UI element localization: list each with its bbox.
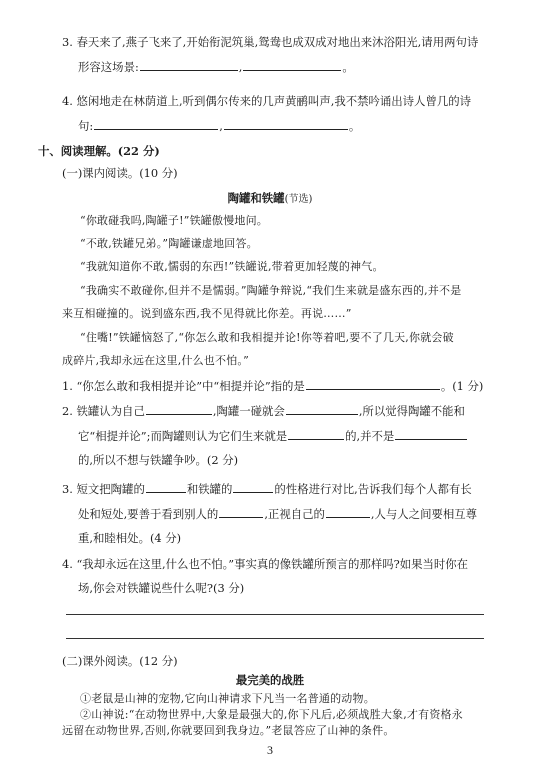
answer-blank[interactable] (219, 505, 263, 518)
title-note: (节选) (284, 194, 313, 205)
question-text: 它“相提并论”;而陶罐则认为它们生来就是 (78, 429, 288, 443)
passage-line: “我就知道你不敢,懦弱的东西!”铁罐说,带着更加轻蔑的神气。 (80, 260, 384, 273)
passage-line: “你敢碰我吗,陶罐子!”铁罐傲慢地问。 (80, 214, 268, 227)
answer-blank[interactable] (306, 377, 440, 390)
fill-question-4 (62, 93, 471, 109)
answer-blank[interactable] (146, 402, 212, 415)
passage-line: “我确实不敢碰你,但并不是懦弱。”陶罐争辩说,“我们生来就是盛东西的,并不是 (80, 284, 462, 297)
reading-question-3 (62, 480, 472, 497)
comma: , (219, 119, 223, 133)
reading-question-2-end: 的,所以不想与铁罐争吵。(2 分) (78, 453, 239, 467)
fill-question-3 (62, 34, 478, 50)
answer-blank[interactable] (326, 505, 370, 518)
question-text: ,正视自己的 (264, 507, 325, 521)
reading-question-1 (62, 377, 483, 394)
question-text: 2. 铁罐认为自己 (62, 404, 145, 418)
answer-blank[interactable] (224, 117, 348, 130)
passage-line: ②山神说:“在动物世界中,大象是最强大的,你下凡后,必须战胜大象,才有资格永 (80, 708, 463, 721)
passage-1-title (0, 190, 540, 208)
reading-question-2-cont (78, 427, 468, 444)
answer-blank[interactable] (94, 117, 218, 130)
answer-line[interactable] (66, 638, 484, 639)
passage-line: 来互相碰撞的。说到盛东西,我不见得就比你差。再说……” (62, 307, 352, 320)
reading-question-2 (62, 402, 465, 419)
answer-line[interactable] (66, 614, 484, 615)
period: 。 (342, 60, 354, 74)
part-1-label: (一)课内阅读。(10 分) (62, 166, 178, 180)
question-text: ,所以觉得陶罐不能和 (358, 404, 465, 418)
passage-line: 远留在动物世界,否则,你就要回到我身边。”老鼠答应了山神的条件。 (62, 724, 395, 737)
answer-blank[interactable] (286, 402, 358, 415)
question-text: 处和短处,要善于看到别人的 (78, 507, 219, 521)
question-score: 。(1 分) (440, 379, 484, 393)
question-text: 4. 悠闲地走在林荫道上,听到偶尔传来的几声黄鹂叫声,我不禁吟诵出诗人曾几的诗 (62, 94, 472, 108)
question-text: ,陶罐一碰就会 (212, 404, 285, 418)
reading-question-4-cont: 场,你会对铁罐说些什么呢?(3 分) (78, 581, 245, 595)
answer-blank[interactable] (395, 427, 467, 440)
answer-blank[interactable] (243, 58, 341, 71)
passage-2-title: 最完美的战胜 (235, 673, 305, 687)
comma: , (238, 60, 243, 74)
passage-line: ①老鼠是山神的宠物,它向山神请求下凡当一名普通的动物。 (80, 692, 375, 705)
answer-blank[interactable] (146, 480, 186, 493)
title-text: 陶罐和铁罐 (227, 191, 285, 205)
question-text: 的性格进行对比,告诉我们每个人都有长 (274, 482, 472, 496)
question-text: ,人与人之间要相互尊 (370, 507, 478, 521)
answer-prefix: 句: (78, 119, 94, 133)
question-text: 和铁罐的 (186, 482, 233, 496)
passage-line: “不敢,铁罐兄弟。”陶罐谦虚地回答。 (80, 237, 258, 250)
answer-prefix: 形容这场景: (78, 60, 139, 74)
period: 。 (348, 119, 361, 133)
question-text: 的,并不是 (345, 429, 395, 443)
answer-blank[interactable] (140, 58, 238, 71)
reading-question-3-cont (78, 505, 477, 522)
answer-blank[interactable] (288, 427, 344, 440)
fill-question-4-answer-line (78, 117, 360, 134)
answer-blank[interactable] (233, 480, 273, 493)
page-number: 3 (267, 743, 273, 757)
question-text: 3. 短文把陶罐的 (62, 482, 145, 496)
section-heading: 十、阅读理解。(22 分) (38, 144, 160, 158)
fill-question-3-answer-line (78, 58, 354, 75)
passage-line: “住嘴!”铁罐恼怒了,“你怎么敢和我相提并论!你等着吧,要不了几天,你就会破 (80, 331, 454, 344)
reading-question-4: 4. “我却永远在这里,什么也不怕。”事实真的像铁罐所预言的那样吗?如果当时你在 (62, 557, 469, 571)
question-text: 3. 春天来了,燕子飞来了,开始衔泥筑巢,鸳鸯也成双成对地出来沐浴阳光,请用两句诗 (62, 35, 479, 49)
reading-question-3-end: 重,和睦相处。(4 分) (78, 531, 182, 545)
passage-line: 成碎片,我却永远在这里,什么也不怕。” (62, 354, 249, 367)
part-2-label: (二)课外阅读。(12 分) (62, 654, 178, 668)
question-text: 1. “你怎么敢和我相提并论”中“相提并论”指的是 (62, 379, 305, 393)
